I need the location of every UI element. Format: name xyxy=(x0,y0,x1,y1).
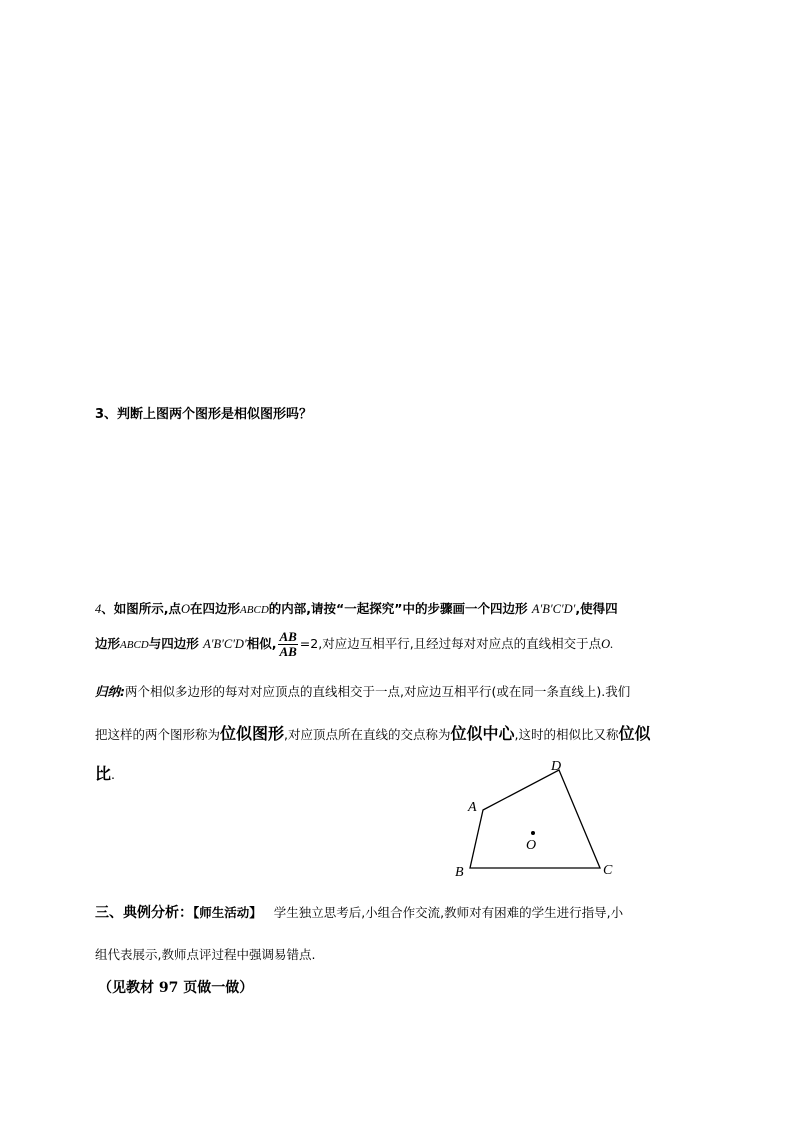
q4-number: 4 xyxy=(95,602,102,616)
question-4-line-2 xyxy=(95,630,613,659)
fraction-denominator: AB xyxy=(279,644,297,659)
q4-text: ,使得四 xyxy=(575,601,618,616)
q4-text: =2,对应边互相平行,且经过每对对应点的直线相交于点 xyxy=(299,636,602,651)
point-o: O xyxy=(181,602,191,616)
vertex-label-b: B xyxy=(455,865,464,880)
q4-text: 边形 xyxy=(95,636,121,651)
quadrilateral-abcd xyxy=(470,770,600,868)
section-3-line-2: 组代表展示,教师点评过程中强调易错点. xyxy=(95,947,316,962)
question-4-line-1 xyxy=(95,599,618,617)
term-homothetic-center: 位似中心 xyxy=(450,724,515,743)
term-homothetic-figures: 位似图形 xyxy=(220,724,285,743)
quad-abcd: ABCD xyxy=(120,639,149,651)
summary-text: 把这样的两个图形称为 xyxy=(95,727,221,742)
q4-text: 与四边形 xyxy=(148,636,199,651)
summary-text: 两个相似多边形的每对对应顶点的直线相交于一点,对应边互相平行(或在同一条直线上).我们 xyxy=(125,684,631,699)
textbook-reference: （见教材 97 页做一做） xyxy=(98,980,254,996)
point-label-o: O xyxy=(526,838,537,853)
fraction-numerator: AB xyxy=(279,629,297,644)
q4-text: 、如图所示,点 xyxy=(101,601,181,616)
vertex-label-c: C xyxy=(603,863,613,878)
quad-prime: A′B′C′D′ xyxy=(531,602,576,616)
section-3-line-1 xyxy=(95,902,623,922)
q4-text: 相似, xyxy=(246,636,277,651)
quad-abcd: ABCD xyxy=(240,604,269,616)
summary-line-1 xyxy=(95,682,630,700)
quadrilateral-figure xyxy=(440,750,630,885)
point-o-dot xyxy=(531,831,535,835)
teacher-student-activity-tag: 【师生活动】 xyxy=(193,905,262,920)
point-o: O. xyxy=(601,637,614,651)
ratio-fraction xyxy=(278,630,297,659)
q4-text: 的内部,请按“一起探究”中的步骤画一个四边形 xyxy=(268,601,528,616)
vertex-label-a: A xyxy=(468,800,477,815)
quad-prime: A′B′C′D′ xyxy=(203,637,247,651)
summary-label: 归纳 xyxy=(95,684,121,699)
summary-end: . xyxy=(111,767,115,782)
section-3-text: 学生独立思考后,小组合作交流,教师对有困难的学生进行指导,小 xyxy=(273,905,624,920)
summary-text: ,这时的相似比又称 xyxy=(514,727,619,742)
section-3-heading: 三、典例分析： xyxy=(95,905,193,921)
term-homothetic-ratio: 位似 xyxy=(618,724,651,743)
q4-text: 在四边形 xyxy=(190,601,241,616)
summary-colon: : xyxy=(120,684,126,699)
term-homothetic-ratio-end: 比 xyxy=(95,764,112,783)
vertex-label-d: D xyxy=(551,759,562,774)
summary-line-2 xyxy=(95,721,651,744)
question-3: 3、判断上图两个图形是相似图形吗？ xyxy=(95,407,313,422)
summary-line-3 xyxy=(95,761,115,784)
summary-text: ,对应顶点所在直线的交点称为 xyxy=(284,727,451,742)
